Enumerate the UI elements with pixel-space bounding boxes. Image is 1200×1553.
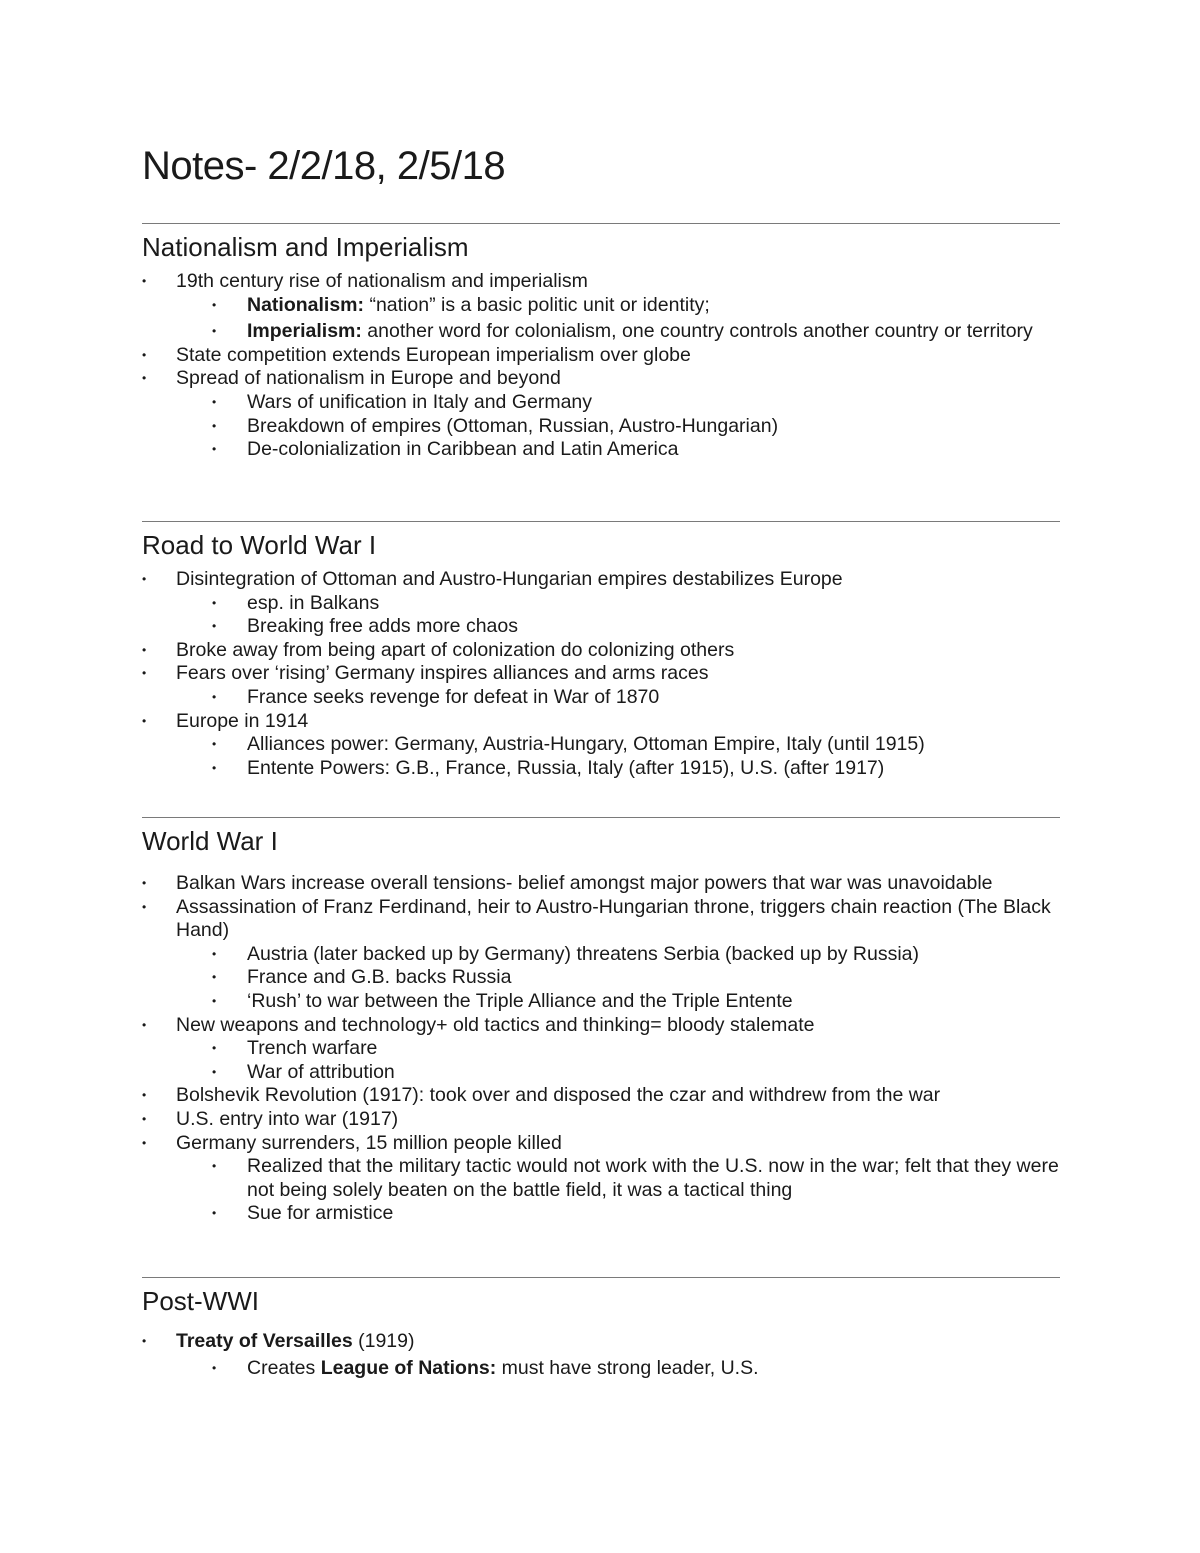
list-item	[142, 757, 1060, 781]
list-item-text: 19th century rise of nationalism and imperialism	[176, 270, 588, 292]
list-item-text: Alliances power: Germany, Austria-Hungary, Ottoman Empire, Italy (until 1915)	[247, 733, 925, 756]
list-item	[142, 1357, 1060, 1381]
list-item-text: Wars of unification in Italy and Germany	[247, 390, 593, 413]
bullet-icon: •	[142, 876, 147, 890]
list-item	[142, 294, 1060, 318]
list-item-text: Assassination of Franz Ferdinand, heir to Austro-Hungarian throne, triggers chain reaction (The Black Hand)	[176, 895, 1051, 942]
list-item	[142, 1037, 1060, 1061]
list-item-text: esp. in Balkans	[247, 591, 380, 614]
list-item-text: another word for colonialism, one country controls another country or territory	[361, 320, 1033, 343]
sub-bullet-list	[142, 294, 1060, 344]
list-item-text: Bolshevik Revolution (1917): took over and disposed the czar and withdrew from the war	[176, 1084, 941, 1107]
list-item	[142, 966, 1060, 990]
list-item-text: (1919)	[352, 1330, 415, 1352]
bullet-icon: •	[212, 1159, 217, 1174]
list-item-text: Breaking free adds more chaos	[247, 615, 518, 638]
list-item	[142, 391, 1060, 415]
bullet-list	[142, 872, 1060, 1226]
list-item-text: France and G.B. backs Russia	[247, 966, 512, 989]
list-item	[142, 639, 1060, 663]
list-item	[142, 1132, 1060, 1226]
bullet-list	[142, 568, 1060, 780]
bullet-icon: •	[142, 1135, 147, 1150]
term-label: League of Nations:	[320, 1356, 497, 1379]
section-heading: Post-WWI	[142, 1286, 259, 1316]
list-item-text: State competition extends European imperialism over globe	[176, 343, 691, 366]
bullet-icon: •	[212, 737, 217, 752]
section-nationalism-imperialism	[142, 223, 1060, 462]
bullet-icon: •	[142, 371, 147, 386]
bullet-icon: •	[212, 760, 217, 775]
bullet-icon: •	[142, 642, 147, 657]
list-item-text: Sue for armistice	[247, 1202, 394, 1225]
list-item	[142, 710, 1060, 781]
list-item-text: Europe in 1914	[176, 709, 309, 732]
list-item	[142, 733, 1060, 757]
list-item-text: New weapons and technology+ old tactics and thinking= bloody stalemate	[176, 1013, 815, 1036]
list-item	[142, 320, 1060, 344]
list-item	[142, 662, 1060, 709]
sub-bullet-list	[142, 733, 1060, 780]
bullet-icon: •	[212, 324, 217, 339]
list-item	[142, 1155, 1060, 1202]
list-item-text: Austria (later backed up by Germany) threatens Serbia (backed up by Russia)	[247, 942, 919, 965]
section-post-wwi	[142, 1277, 1060, 1380]
bullet-icon: •	[142, 713, 147, 728]
list-item-text: Broke away from being apart of colonization do colonizing others	[176, 638, 735, 661]
list-item	[142, 367, 1060, 461]
bullet-icon: •	[212, 619, 217, 634]
list-item-text: Breakdown of empires (Ottoman, Russian, Austro-Hungarian)	[247, 414, 779, 437]
bullet-icon: •	[212, 418, 217, 433]
section-road-to-wwi	[142, 521, 1060, 780]
bullet-icon: •	[212, 1041, 217, 1056]
list-item	[142, 415, 1060, 439]
bullet-icon: •	[142, 666, 147, 681]
term-label: Imperialism:	[247, 320, 362, 343]
bullet-icon: •	[212, 442, 217, 457]
section-heading: World War I	[142, 826, 278, 856]
list-item	[142, 896, 1060, 1014]
list-item	[142, 990, 1060, 1014]
list-item	[142, 1014, 1060, 1085]
bullet-icon: •	[142, 1017, 147, 1032]
list-item-text: ‘Rush’ to war between the Triple Alliance and the Triple Entente	[247, 989, 793, 1012]
term-label: Treaty of Versailles	[176, 1330, 353, 1352]
list-item	[142, 344, 1060, 368]
list-item-text: Entente Powers: G.B., France, Russia, Italy (after 1915), U.S. (after 1917)	[247, 756, 885, 779]
list-item	[142, 872, 1060, 896]
sub-bullet-list	[142, 1155, 1060, 1226]
bullet-icon: •	[142, 1334, 147, 1348]
bullet-icon: •	[142, 274, 147, 288]
bullet-icon: •	[212, 993, 217, 1008]
section-heading: Road to World War I	[142, 530, 377, 560]
list-item-text: Realized that the military tactic would not work with the U.S. now in the war; felt that they were not being solely beaten on the battle field, it was a tactical thing	[247, 1155, 1059, 1201]
list-item-text: “nation” is a basic politic unit or identity;	[364, 293, 710, 316]
sub-bullet-list	[142, 592, 1060, 639]
list-item-prefix: Creates	[247, 1356, 321, 1379]
bullet-icon: •	[212, 1064, 217, 1079]
list-item-text: must have strong leader, U.S.	[496, 1356, 759, 1379]
bullet-list	[142, 1330, 1060, 1380]
list-item-text: Fears over ‘rising’ Germany inspires alliances and arms races	[176, 662, 709, 685]
bullet-icon: •	[142, 1111, 147, 1126]
list-item-text: Trench warfare	[247, 1037, 378, 1060]
bullet-icon: •	[212, 946, 217, 961]
list-item	[142, 270, 1060, 344]
term-label: Nationalism:	[247, 293, 365, 316]
bullet-icon: •	[142, 1088, 147, 1103]
bullet-icon: •	[142, 347, 147, 362]
list-item-text: War of attribution	[247, 1060, 395, 1083]
list-item	[142, 568, 1060, 639]
bullet-icon: •	[212, 297, 217, 312]
sub-bullet-list	[142, 1037, 1060, 1084]
list-item	[142, 1061, 1060, 1085]
bullet-icon: •	[142, 572, 147, 586]
sub-bullet-list	[142, 391, 1060, 462]
page-title: Notes- 2/2/18, 2/5/18	[142, 144, 506, 188]
section-heading: Nationalism and Imperialism	[142, 232, 469, 262]
list-item	[142, 1108, 1060, 1132]
bullet-icon: •	[212, 689, 217, 704]
bullet-icon: •	[212, 1206, 217, 1221]
list-item	[142, 686, 1060, 710]
list-item-text: De-colonialization in Caribbean and Latin America	[247, 438, 679, 461]
sub-bullet-list	[142, 943, 1060, 1014]
bullet-icon: •	[212, 394, 217, 409]
list-item	[142, 943, 1060, 967]
list-item	[142, 1084, 1060, 1108]
list-item-text: Disintegration of Ottoman and Austro-Hungarian empires destabilizes Europe	[176, 568, 843, 590]
list-item-text: U.S. entry into war (1917)	[176, 1107, 399, 1130]
list-item-text: Spread of nationalism in Europe and beyond	[176, 367, 561, 390]
section-wwi	[142, 817, 1060, 1226]
bullet-list	[142, 270, 1060, 462]
bullet-icon: •	[212, 595, 217, 610]
bullet-icon: •	[142, 899, 147, 914]
sub-bullet-list	[142, 686, 1060, 710]
bullet-icon: •	[212, 1360, 217, 1375]
list-item	[142, 438, 1060, 462]
sub-bullet-list	[142, 1357, 1060, 1381]
bullet-icon: •	[212, 970, 217, 985]
list-item	[142, 592, 1060, 616]
list-item	[142, 1202, 1060, 1226]
list-item	[142, 1330, 1060, 1380]
list-item-text: Balkan Wars increase overall tensions- belief amongst major powers that war was unavoidable	[176, 872, 993, 894]
list-item-text: Germany surrenders, 15 million people killed	[176, 1131, 562, 1154]
list-item-text: France seeks revenge for defeat in War of 1870	[247, 685, 660, 708]
list-item	[142, 615, 1060, 639]
